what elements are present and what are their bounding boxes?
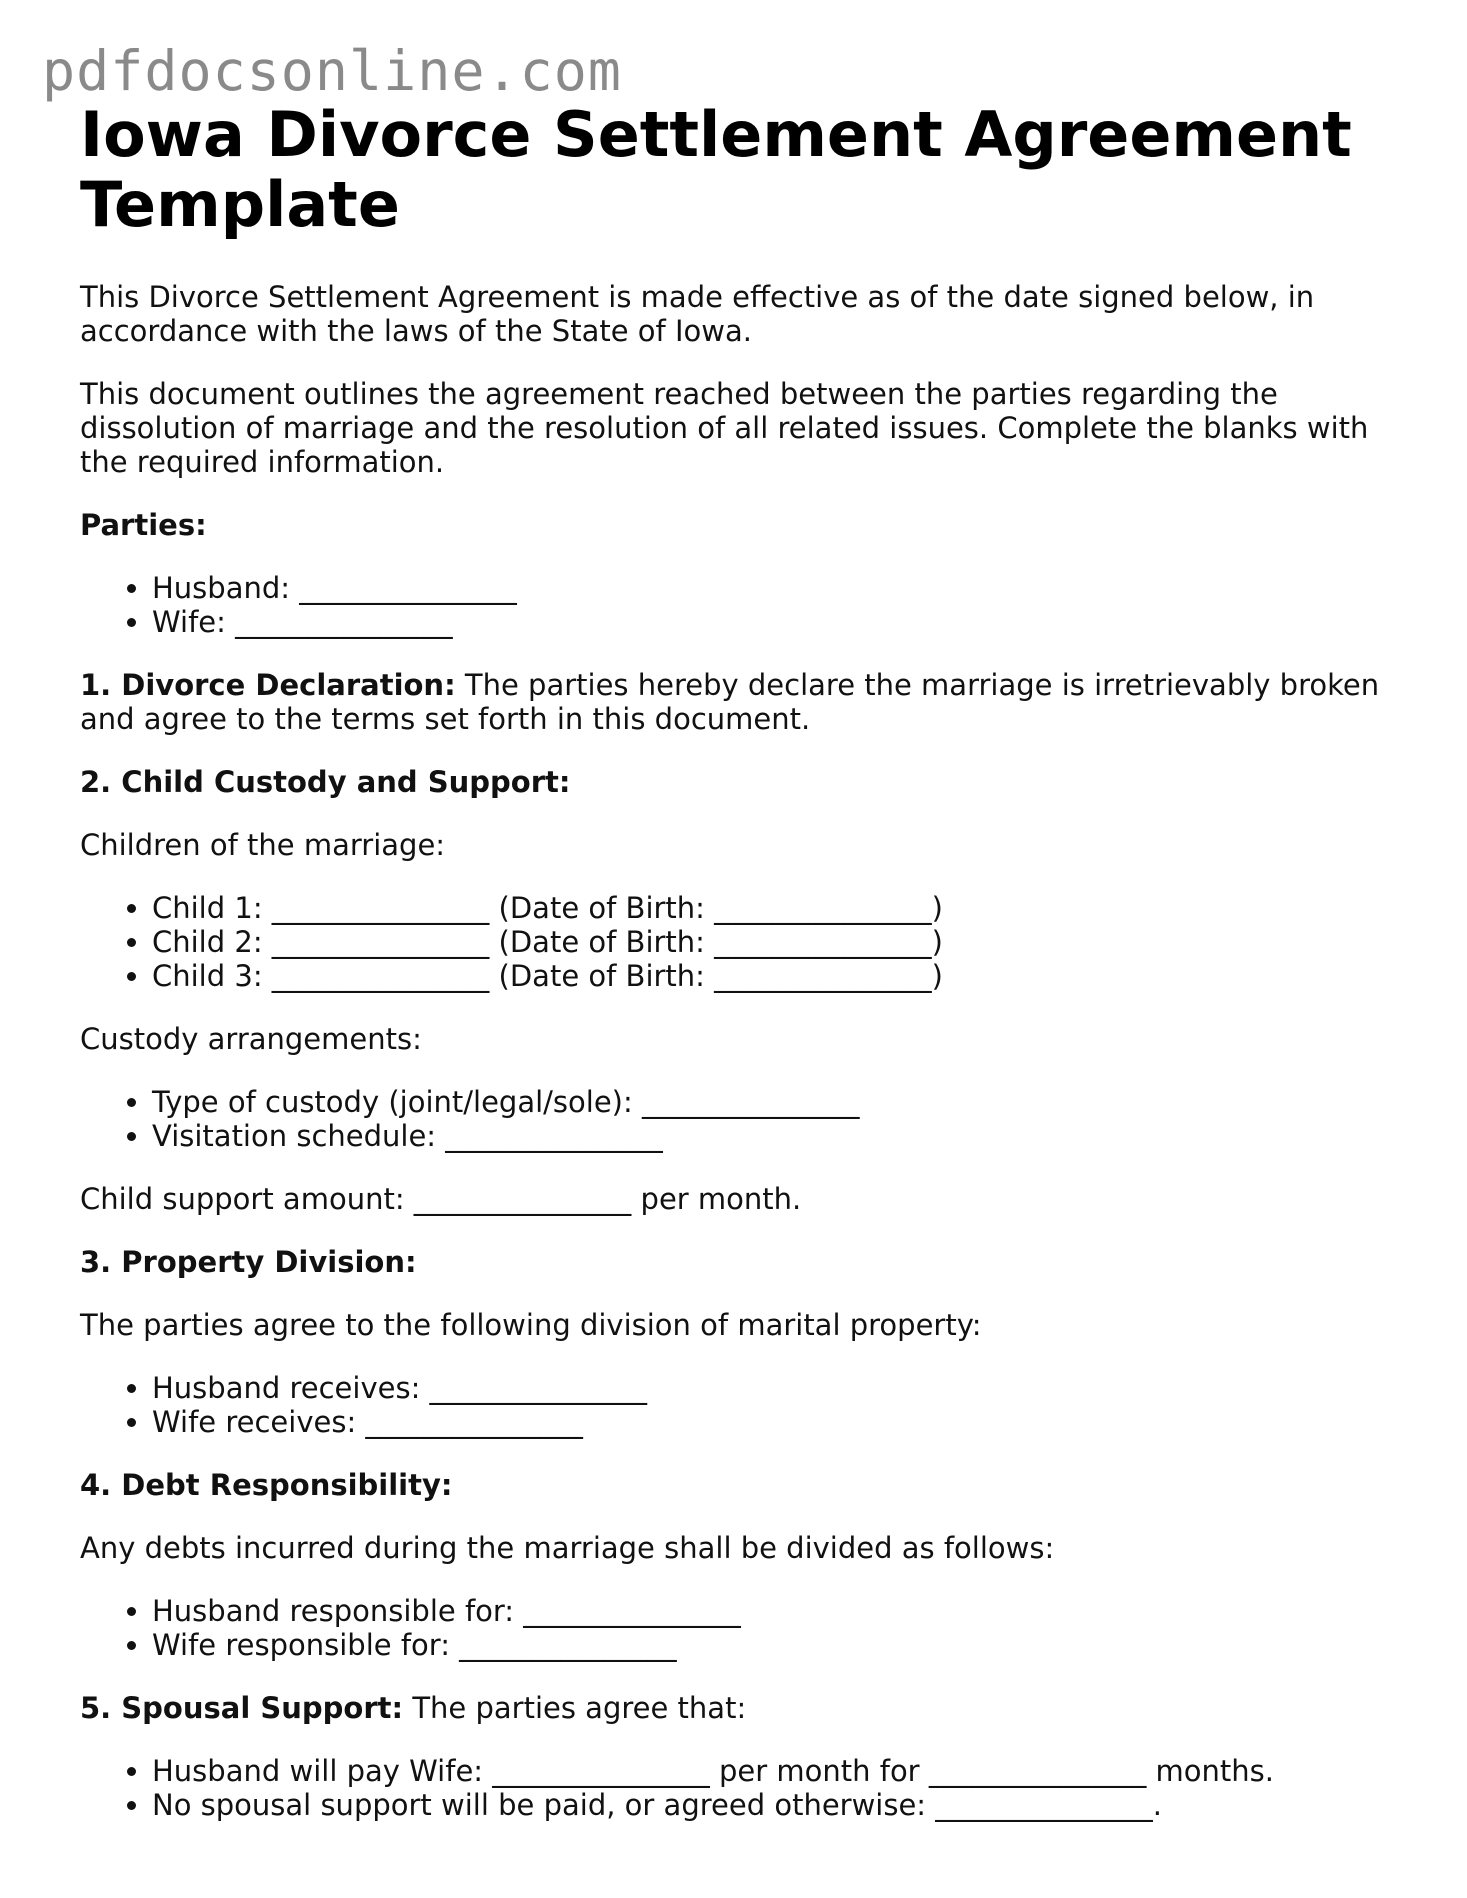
list-item: • No spousal support will be paid, or agreed otherwise: _______________.	[152, 1788, 1420, 1822]
children-list	[80, 891, 1420, 993]
list-item: • Husband: _______________	[152, 571, 1420, 605]
watermark: pdfdocsonline.com	[42, 39, 622, 103]
custody-label: Custody arrangements:	[80, 1022, 422, 1056]
list-item: • Husband will pay Wife: _______________ per month for _______________ months.	[152, 1754, 1420, 1788]
section-1-text: The parties hereby declare the marriage is irretrievably broken and agree to the terms set forth in this document.	[80, 668, 1380, 736]
parties-list	[80, 571, 1420, 639]
spousal-support-list	[80, 1754, 1420, 1822]
children-label: Children of the marriage:	[80, 828, 446, 862]
section-2-heading: 2. Child Custody and Support:	[80, 765, 571, 799]
list-item: • Child 1: _______________ (Date of Birth: _______________)	[152, 891, 1420, 925]
section-4-heading: 4. Debt Responsibility:	[80, 1468, 453, 1502]
list-item: • Type of custody (joint/legal/sole): _______________	[152, 1085, 1420, 1119]
list-item: • Wife responsible for: _______________	[152, 1628, 1420, 1662]
list-item: • Husband responsible for: _______________	[152, 1594, 1420, 1628]
list-item: • Child 2: _______________ (Date of Birth: _______________)	[152, 925, 1420, 959]
document-title: Iowa Divorce Settlement Agreement Template	[80, 98, 1352, 241]
custody-list	[80, 1085, 1420, 1153]
section-5-text: The parties agree that:	[403, 1691, 747, 1725]
list-item: • Wife receives: _______________	[152, 1405, 1420, 1439]
list-item: • Husband receives: _______________	[152, 1371, 1420, 1405]
list-item: • Visitation schedule: _______________	[152, 1119, 1420, 1153]
document-body	[80, 100, 1420, 1851]
list-item: • Child 3: _______________ (Date of Birth: _______________)	[152, 959, 1420, 993]
child-support-line: Child support amount: _______________ per month.	[80, 1182, 802, 1216]
section-3-text: The parties agree to the following division of marital property:	[80, 1308, 982, 1342]
section-3-heading: 3. Property Division:	[80, 1245, 417, 1279]
intro-paragraph-2: This document outlines the agreement reached between the parties regarding the dissolution of marriage and the resolution of all related issues. Complete the blanks with the required information.	[80, 377, 1369, 479]
section-1-paragraph	[80, 668, 1420, 736]
section-5-paragraph	[80, 1691, 1420, 1725]
section-4-text: Any debts incurred during the marriage shall be divided as follows:	[80, 1531, 1055, 1565]
intro-paragraph-1: This Divorce Settlement Agreement is made effective as of the date signed below, in accordance with the laws of the State of Iowa.	[80, 280, 1315, 348]
parties-heading: Parties:	[80, 508, 207, 542]
debt-list	[80, 1594, 1420, 1662]
section-1-heading: 1. Divorce Declaration:	[80, 668, 456, 702]
list-item: • Wife: _______________	[152, 605, 1420, 639]
property-list	[80, 1371, 1420, 1439]
section-5-heading: 5. Spousal Support:	[80, 1691, 404, 1725]
